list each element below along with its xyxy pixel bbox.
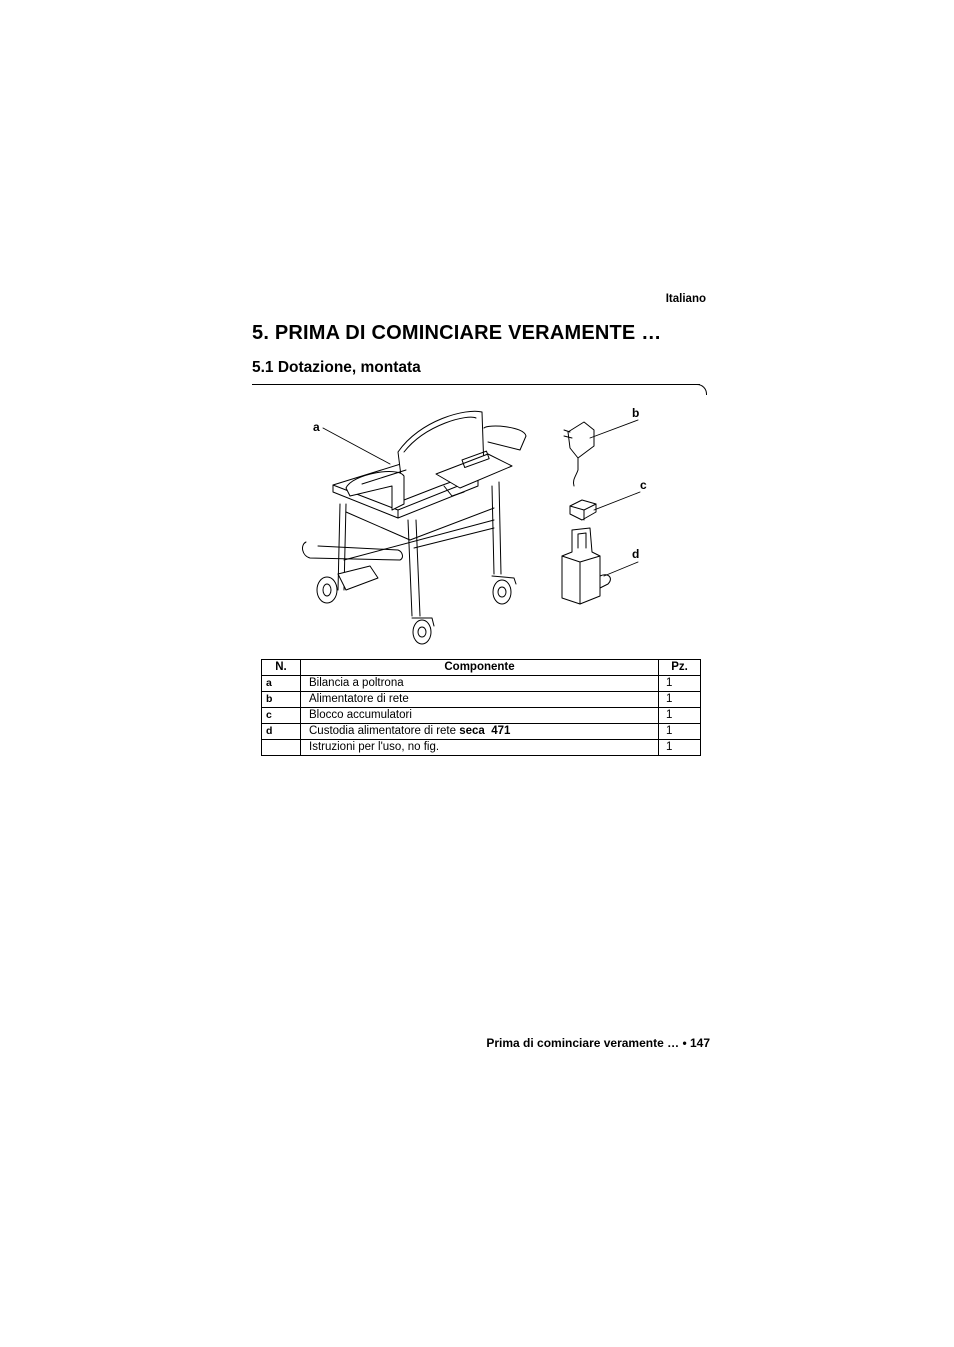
table-row bbox=[262, 708, 701, 724]
section-title: 5. PRIMA DI COMINCIARE VERAMENTE … bbox=[252, 322, 662, 344]
table-row bbox=[262, 692, 701, 708]
product-model: seca 471 bbox=[459, 725, 511, 737]
page-footer: Prima di cominciare veramente … • 147 bbox=[486, 1036, 710, 1050]
column-header-qty: Pz. bbox=[659, 660, 701, 676]
row-component: Istruzioni per l'uso, no fig. bbox=[301, 740, 659, 756]
row-id: a bbox=[262, 676, 301, 692]
label-a: a bbox=[313, 420, 320, 434]
parts-table bbox=[261, 659, 701, 756]
row-id: d bbox=[262, 724, 301, 740]
row-qty: 1 bbox=[659, 740, 701, 756]
row-qty: 1 bbox=[659, 708, 701, 724]
table-row bbox=[262, 676, 701, 692]
row-component: Bilancia a poltrona bbox=[301, 676, 659, 692]
battery-pack-icon bbox=[570, 492, 640, 520]
chair-scale-icon bbox=[303, 411, 526, 644]
row-id: b bbox=[262, 692, 301, 708]
section-divider-corner bbox=[696, 384, 707, 395]
table-row bbox=[262, 724, 701, 740]
row-qty: 1 bbox=[659, 692, 701, 708]
row-component: Alimentatore di rete bbox=[301, 692, 659, 708]
power-adapter-icon bbox=[564, 420, 638, 486]
row-component-text: Custodia alimentatore di rete bbox=[309, 725, 460, 737]
row-qty: 1 bbox=[659, 724, 701, 740]
label-b: b bbox=[632, 406, 640, 420]
column-header-n: N. bbox=[262, 660, 301, 676]
table-row bbox=[262, 740, 701, 756]
label-c: c bbox=[640, 478, 647, 492]
subsection-title: 5.1 Dotazione, montata bbox=[252, 359, 421, 376]
row-id: c bbox=[262, 708, 301, 724]
label-d: d bbox=[632, 547, 640, 561]
adapter-holder-icon bbox=[562, 528, 638, 604]
row-qty: 1 bbox=[659, 676, 701, 692]
equipment-illustration bbox=[262, 398, 698, 656]
language-label: Italiano bbox=[665, 293, 706, 305]
row-component bbox=[301, 724, 659, 740]
column-header-component: Componente bbox=[301, 660, 659, 676]
row-id bbox=[262, 740, 301, 756]
row-component: Blocco accumulatori bbox=[301, 708, 659, 724]
table-header-row bbox=[262, 660, 701, 676]
section-divider bbox=[252, 384, 700, 385]
